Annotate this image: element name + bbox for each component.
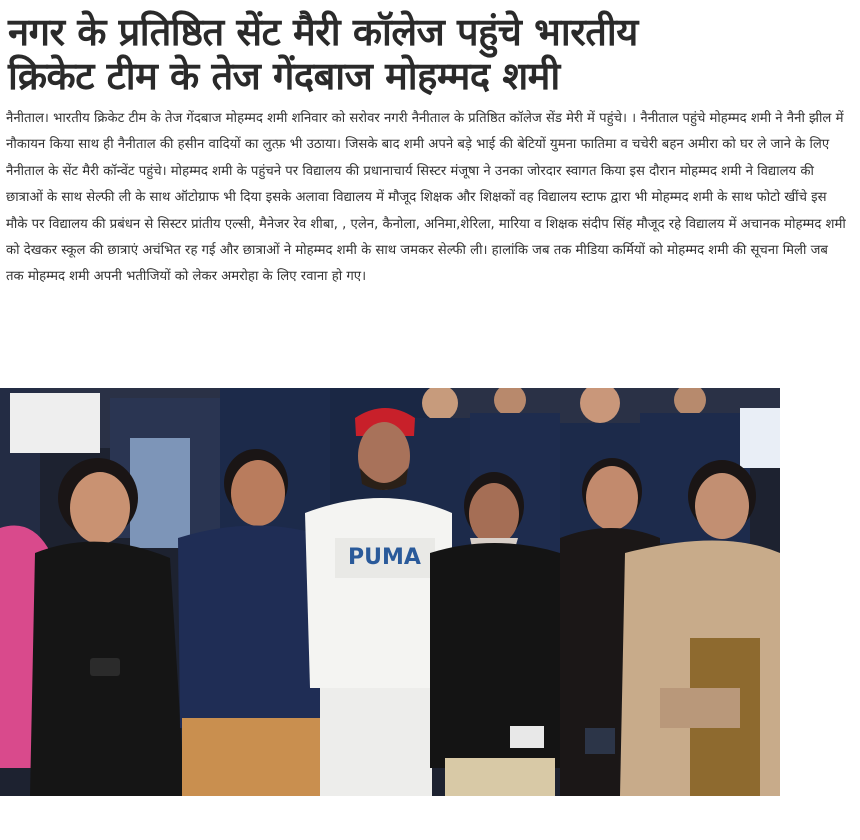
headline	[0, 0, 860, 98]
hoodie-logo-text: PUMA	[348, 545, 421, 570]
article-photo	[0, 388, 780, 796]
headline-line-2: क्रिकेट टीम के तेज गेंदबाज मोहम्मद शमी	[8, 54, 560, 98]
article-body: नैनीताल। भारतीय क्रिकेट टीम के तेज गेंदबाज मोहम्मद शमी शनिवार को सरोवर नगरी नैनीताल के प्रतिष्ठित कॉलेज सेंड मेरी में पहुंचे। । नैनीताल पहुंचे मोहम्मद शमी ने नैनी झील में नौकायन किया साथ ही नैनीताल की हसीन वादियों का लुत्फ़ भी उठाया। जिसके बाद शमी अपने बड़े भाई की बेटियों युमना फातिमा व चचेरी बहन अमीरा को घर ले जाने के लिए नैनीताल के सेंट मैरी कॉन्वेंट पहुंचे। मोहम्मद शमी के पहुंचने पर विद्यालय की प्रधानाचार्य सिस्टर मंजूषा ने उनका जोरदार स्वागत किया इस दौरान मोहम्मद शमी ने विद्यालय की छात्राओं के साथ सेल्फी ली के साथ ऑटोग्राफ भी दिया इसके अलावा विद्यालय में मौजूद शिक्षक और शिक्षकों वह विद्यालय स्टाफ द्वारा भी मोहम्मद शमी के साथ फोटो खींचे इस मौके पर विद्यालय की प्रबंधन से सिस्टर प्रांतीय एल्सी, मैनेजर रेव शीबा, , एलेन, कैनोला, अनिमा,शेरिला, मारिया व शिक्षक संदीप सिंह मौजूद रहे विद्यालय में अचानक मोहम्मद शमी को देखकर स्कूल की छात्राएं अचंभित रह गई और छात्राओं ने मोहम्मद शमी के साथ जमकर सेल्फी ली। हालांकि जब तक मीडिया कर्मियों को मोहम्मद शमी की सूचना मिली जब तक मोहम्मद शमी अपनी भतीजियों को लेकर अमरोहा के लिए रवाना हो गए।	[6, 111, 846, 285]
group-photo-image	[0, 388, 780, 796]
headline-line-1: नगर के प्रतिष्ठित सेंट मैरी कॉलेज पहुंचे भारतीय	[8, 10, 638, 54]
